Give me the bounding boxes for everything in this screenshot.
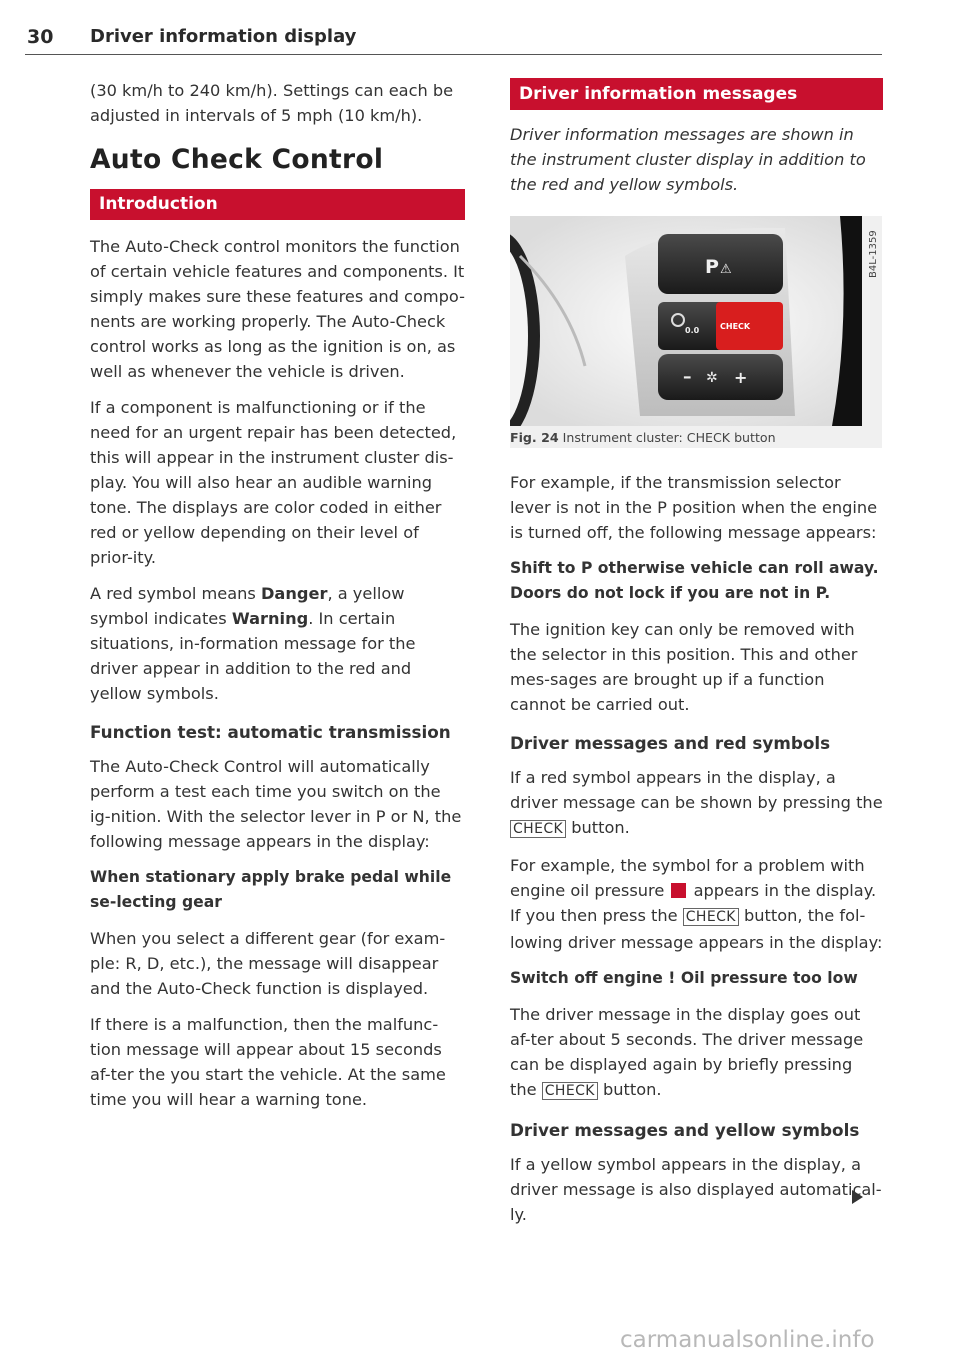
intro-paragraph: Driver information messages are shown in the instrument cluster display in addition to the red and yellow symbols. bbox=[510, 125, 866, 194]
text-run: For example, the symbol for a problem with engine oil pressure bbox=[510, 856, 865, 900]
red-symbols-heading: Driver messages and red symbols bbox=[510, 733, 831, 753]
function-test-heading: Function test: automatic transmission bbox=[90, 722, 451, 742]
minus-label: – bbox=[683, 367, 692, 387]
text-run: . In certain situations, in-formation message for the driver appear in addition to the red and yellow symbols. bbox=[90, 609, 416, 703]
figure-code: B4L-1359 bbox=[868, 230, 879, 278]
paragraph: If there is a malfunction, then the malfunc-tion message will appear about 15 seconds af-ter the you start the vehicle. At the same time you will hear a warning tone. bbox=[90, 1015, 446, 1109]
caption-text: Instrument cluster: CHECK button bbox=[558, 430, 776, 445]
parking-button-label: P bbox=[705, 256, 719, 278]
figure-instrument-cluster bbox=[510, 216, 882, 426]
check-key: CHECK bbox=[542, 1082, 598, 1100]
text-run: button. bbox=[597, 1080, 662, 1099]
text-run: appears in the display. If you then press the bbox=[510, 881, 877, 925]
danger-term: Danger bbox=[261, 584, 328, 603]
text-run: , a yellow symbol indicates bbox=[90, 584, 405, 628]
paragraph bbox=[90, 581, 465, 706]
paragraph bbox=[510, 1002, 883, 1104]
caption-label: Fig. 24 bbox=[510, 430, 559, 445]
display-message: Shift to P otherwise vehicle can roll away. bbox=[510, 559, 879, 577]
paragraph: If a yellow symbol appears in the display, a driver message is also displayed automatical-ly. bbox=[510, 1155, 882, 1224]
text-run: button, the fol-lowing driver message appears in the display: bbox=[510, 906, 883, 952]
svg-text:⚠: ⚠ bbox=[720, 262, 732, 277]
introduction-bar: Introduction bbox=[90, 189, 465, 220]
check-key: CHECK bbox=[510, 820, 566, 838]
display-message: Switch off engine ! Oil pressure too low bbox=[510, 969, 858, 987]
driver-info-messages-bar: Driver information messages bbox=[510, 78, 883, 110]
odometer-label: 0.0 bbox=[685, 326, 700, 335]
running-title: Driver information display bbox=[90, 26, 357, 47]
paragraph: For example, if the transmission selector lever is not in the P position when the engine is turned off, the following message appears: bbox=[510, 473, 878, 542]
paragraph: The Auto-Check control monitors the function of certain vehicle features and components. It simply makes sure these features and compo-nents are working properly. The Auto-Check control works as long as the ignition is on, as well as whenever the vehicle is driven. bbox=[90, 237, 465, 381]
text-run: A red symbol means bbox=[90, 584, 261, 603]
left-column bbox=[90, 78, 465, 1123]
text-run: button. bbox=[566, 818, 630, 837]
text-run: The driver message in the display goes out af-ter about 5 seconds. The driver message can be displayed again by briefly pressing the bbox=[510, 1005, 864, 1099]
check-key: CHECK bbox=[683, 908, 739, 926]
right-column bbox=[510, 78, 883, 1238]
figure-caption bbox=[510, 426, 882, 448]
text-run: If a red symbol appears in the display, a driver message can be shown by pressing the bbox=[510, 768, 883, 812]
paragraph: If a component is malfunctioning or if the need for an urgent repair has been detected, this will appear in the instrument cluster dis-play. You will also hear an audible warning tone. The displays are color coded in either red or yellow depending on their level of prior-ity. bbox=[90, 398, 457, 567]
adjust-button bbox=[658, 354, 783, 400]
paragraph: When you select a different gear (for exam-ple: R, D, etc.), the message will disappear and the Auto-Check function is displayed. bbox=[90, 929, 446, 998]
header-rule bbox=[25, 54, 882, 55]
check-button-label: CHECK bbox=[720, 322, 751, 331]
paragraph bbox=[510, 853, 883, 955]
display-message: Doors do not lock if you are not in P. bbox=[510, 584, 831, 602]
paragraph bbox=[510, 765, 883, 842]
instrument-cluster-illustration bbox=[510, 216, 882, 426]
paragraph: The ignition key can only be removed with the selector in this position. This and other mes-sages are brought up if a function cannot be carried out. bbox=[510, 620, 858, 714]
section-title: Auto Check Control bbox=[90, 144, 384, 175]
plus-label: + bbox=[734, 368, 748, 387]
yellow-symbols-heading: Driver messages and yellow symbols bbox=[510, 1120, 860, 1140]
continued-paragraph: (30 km/h to 240 km/h). Settings can each be adjusted in intervals of 5 mph (10 km/h). bbox=[90, 81, 454, 125]
page-number: 30 bbox=[27, 26, 54, 48]
warning-term: Warning bbox=[231, 609, 309, 628]
oil-pressure-icon bbox=[671, 883, 686, 898]
watermark: carmanualsonline.info bbox=[620, 1327, 875, 1353]
display-message: When stationary apply brake pedal while se-lecting gear bbox=[90, 868, 452, 911]
continue-arrow-icon bbox=[852, 1190, 863, 1204]
paragraph: The Auto-Check Control will automatically perform a test each time you switch on the ig-nition. With the selector lever in P or N, the following message appears in the display: bbox=[90, 757, 462, 851]
svg-text:✲: ✲ bbox=[706, 370, 718, 386]
